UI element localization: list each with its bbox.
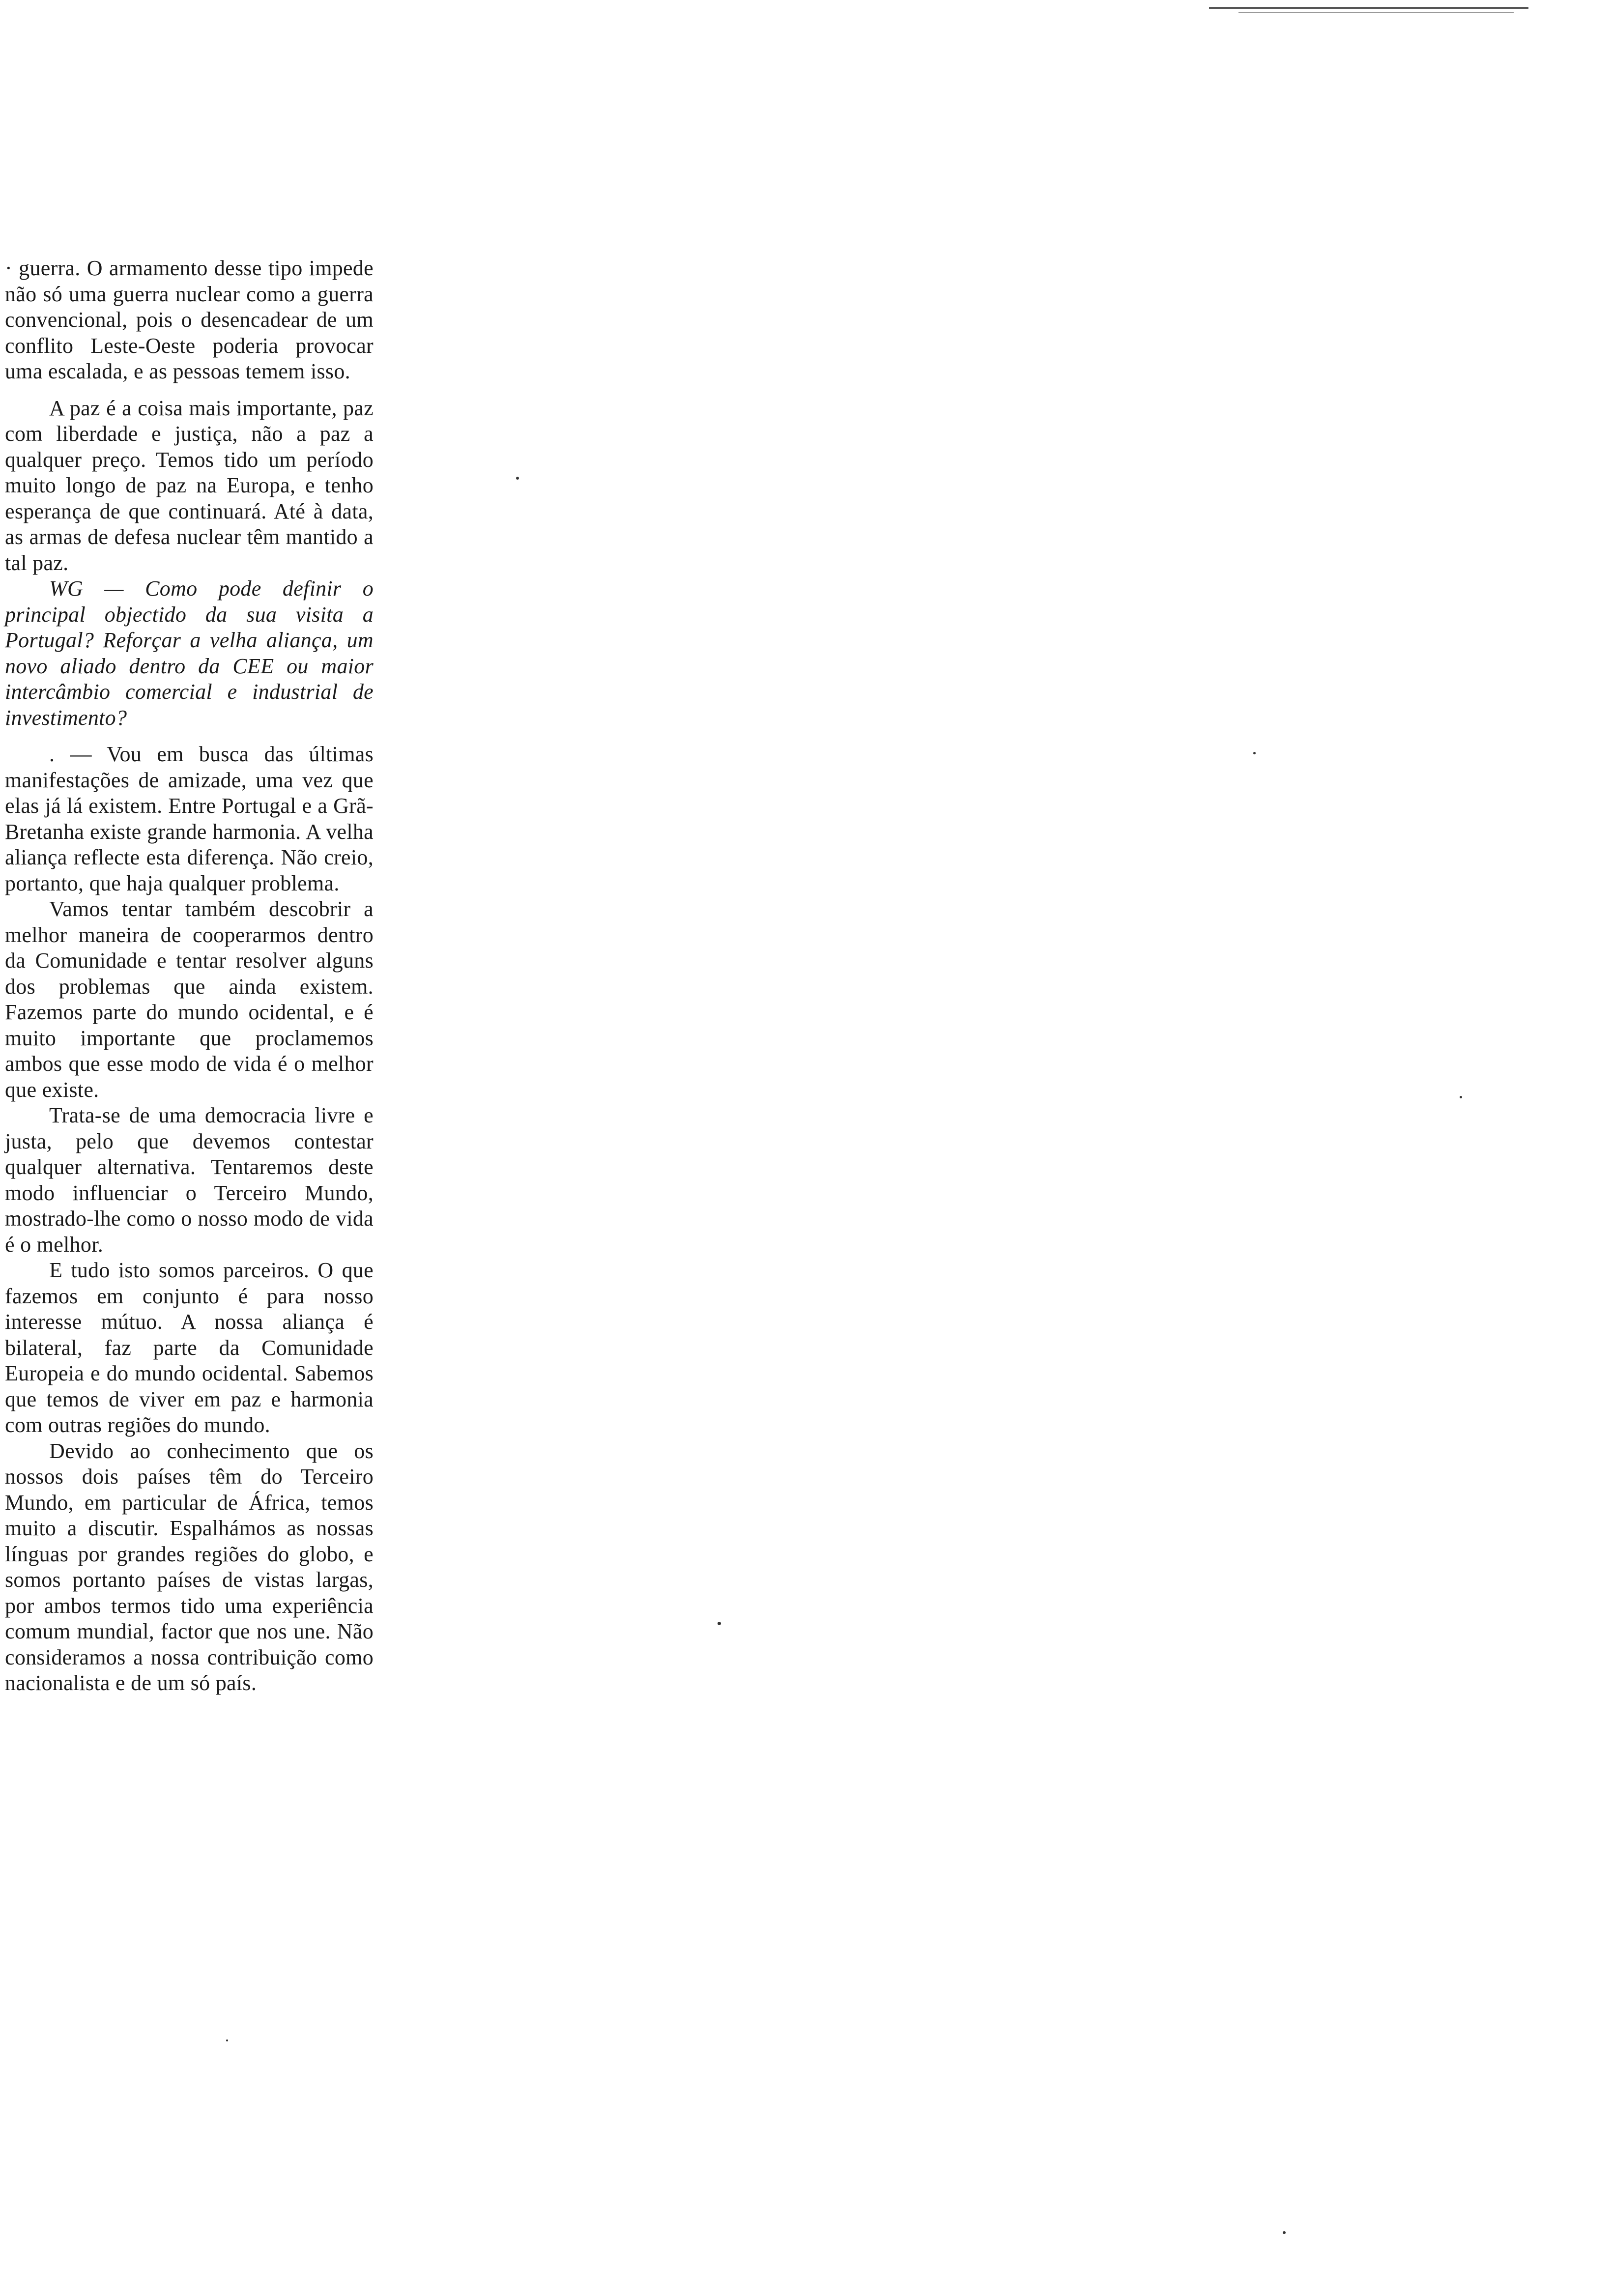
scan-speck: [718, 1622, 721, 1625]
scan-speck: [1253, 752, 1256, 754]
top-rule-secondary: [1238, 12, 1514, 13]
paragraph-7: E tudo isto somos parceiros. O que fazemos em conjunto é para nosso interesse mútuo. A nossa aliança é bilateral, faz parte da Comunidade Europeia e do mundo ocidental. Sabemos que temos de viver em paz e harmonia com outras regiões do mundo.: [5, 1258, 374, 1437]
paragraph-answer: . — Vou em busca das últimas manifestações de amizade, uma vez que elas já lá existem. Entre Portugal e a Grã-Bretanha existe grande harmonia. A velha aliança reflecte esta diferença. Não creio, portanto, que haja qualquer problema.: [5, 742, 374, 895]
scan-speck: [516, 477, 519, 480]
scan-speck: [1283, 2231, 1286, 2234]
paragraph-2: A paz é a coisa mais importante, paz com liberdade e justiça, não a paz a qualquer preço. Temos tido um período muito longo de paz na Europa, e tenho esperança de que continuará. Até à data, as armas de defesa nuclear têm mantido a tal paz.: [5, 396, 374, 575]
paragraph-5: Vamos tentar também descobrir a melhor maneira de cooperarmos dentro da Comunidade e tentar resolver alguns dos problemas que ainda existem. Fazemos parte do mundo ocidental, e é muito importante que proclamemos ambos que esse modo de vida é o melhor que existe.: [5, 897, 374, 1102]
article-column: [5, 256, 374, 1696]
scan-speck: [1460, 1096, 1462, 1098]
top-rule: [1209, 7, 1528, 9]
paragraph-1: · guerra. O armamento desse tipo impede não só uma guerra nuclear como a guerra convencional, pois o desencadear de um conflito Leste-Oeste poderia provocar uma escalada, e as pessoas temem isso.: [5, 256, 374, 383]
interview-question: WG — Como pode definir o principal objectido da sua visita a Portugal? Reforçar a velha aliança, um novo aliado dentro da CEE ou maior intercâmbio comercial e industrial de investimento?: [5, 576, 374, 730]
paragraph-8: Devido ao conhecimento que os nossos dois países têm do Terceiro Mundo, em particular de África, temos muito a discutir. Espalhámos as nossas línguas por grandes regiões do globo, e somos portanto países de vistas largas, por ambos termos tido uma experiência comum mundial, factor que nos une. Não consideramos a nossa contribuição como nacionalista e de um só país.: [5, 1438, 374, 1695]
paragraph-6: Trata-se de uma democracia livre e justa, pelo que devemos contestar qualquer alternativa. Tentaremos deste modo influenciar o Terceiro Mundo, mostrado-lhe como o nosso modo de vida é o melhor.: [5, 1103, 374, 1257]
scan-speck: [226, 2039, 228, 2041]
